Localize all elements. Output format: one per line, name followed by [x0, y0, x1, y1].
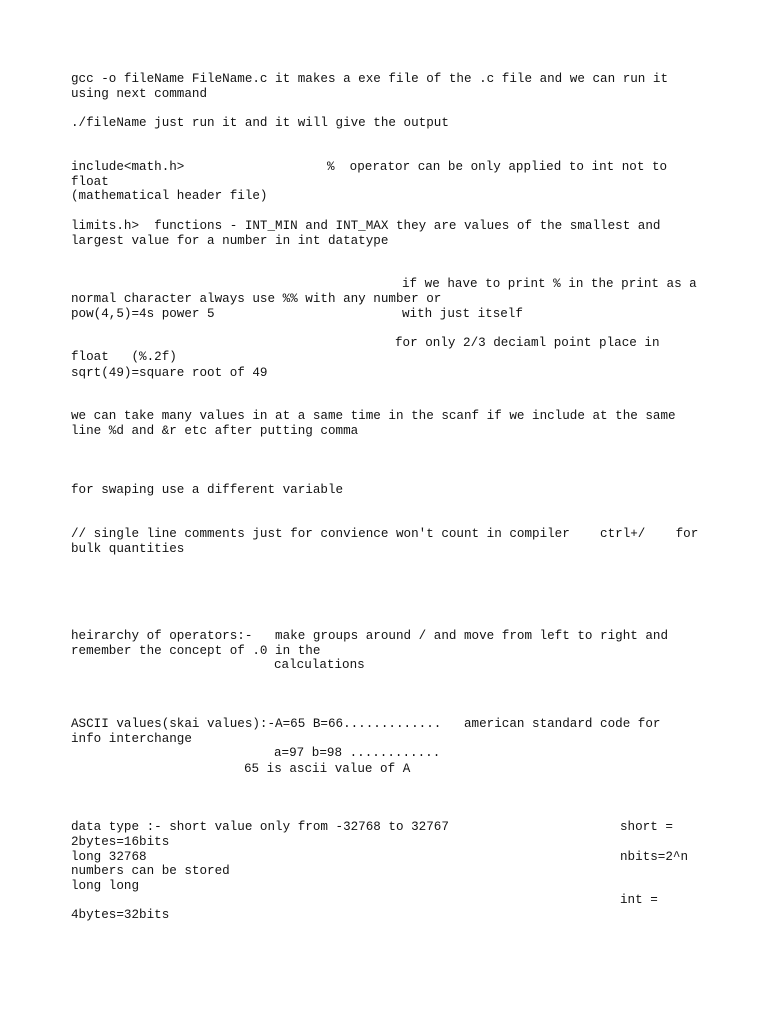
text-line: numbers can be stored [71, 864, 230, 878]
text-line: float (%.2f) [71, 350, 177, 364]
text-line: bulk quantities [71, 542, 185, 556]
text-line: if we have to print % in the print as a [402, 277, 697, 291]
text-line: we can take many values in at a same time in the scanf if we include at the same [71, 409, 676, 423]
text-line: for only 2/3 deciaml point place in [395, 336, 660, 350]
text-line: % operator can be only applied to int not to [327, 160, 668, 174]
text-line: short = [620, 820, 673, 834]
text-line: data type :- short value only from -32768 to 32767 [71, 820, 449, 834]
text-line: 2bytes=16bits [71, 835, 170, 849]
text-line: nbits=2^n [620, 850, 689, 864]
text-line: gcc -o fileName FileName.c it makes a exe file of the .c file and we can run it [71, 72, 669, 86]
text-line: heirarchy of operators:- make groups around / and move from left to right and [71, 629, 669, 643]
text-line: float [71, 175, 109, 189]
text-line: limits.h> functions - INT_MIN and INT_MAX they are values of the smallest and [71, 219, 661, 233]
text-line: ./fileName just run it and it will give the output [71, 116, 449, 130]
text-line: line %d and &r etc after putting comma [71, 424, 359, 438]
text-line: info interchange [71, 732, 192, 746]
text-line: using next command [71, 87, 208, 101]
text-line: ASCII values(skai values):-A=65 B=66............. american standard code for [71, 717, 661, 731]
text-line: 65 is ascii value of A [244, 762, 411, 776]
text-line: // single line comments just for convience won't count in compiler ctrl+/ for [71, 527, 699, 541]
text-line: int = [620, 893, 658, 907]
text-line: calculations [274, 658, 365, 672]
text-line: sqrt(49)=square root of 49 [71, 366, 268, 380]
text-line: pow(4,5)=4s power 5 [71, 307, 215, 321]
text-line: long long [71, 879, 140, 893]
text-line: for swaping use a different variable [71, 483, 344, 497]
text-line: normal character always use %% with any number or [71, 292, 442, 306]
text-line: a=97 b=98 ............ [274, 746, 441, 760]
text-line: long 32768 [71, 850, 147, 864]
text-line: with just itself [402, 307, 523, 321]
text-line: include<math.h> [71, 160, 185, 174]
text-line: remember the concept of .0 in the [71, 644, 321, 658]
text-line: (mathematical header file) [71, 189, 268, 203]
text-line: largest value for a number in int datatype [71, 234, 389, 248]
text-line: 4bytes=32bits [71, 908, 170, 922]
